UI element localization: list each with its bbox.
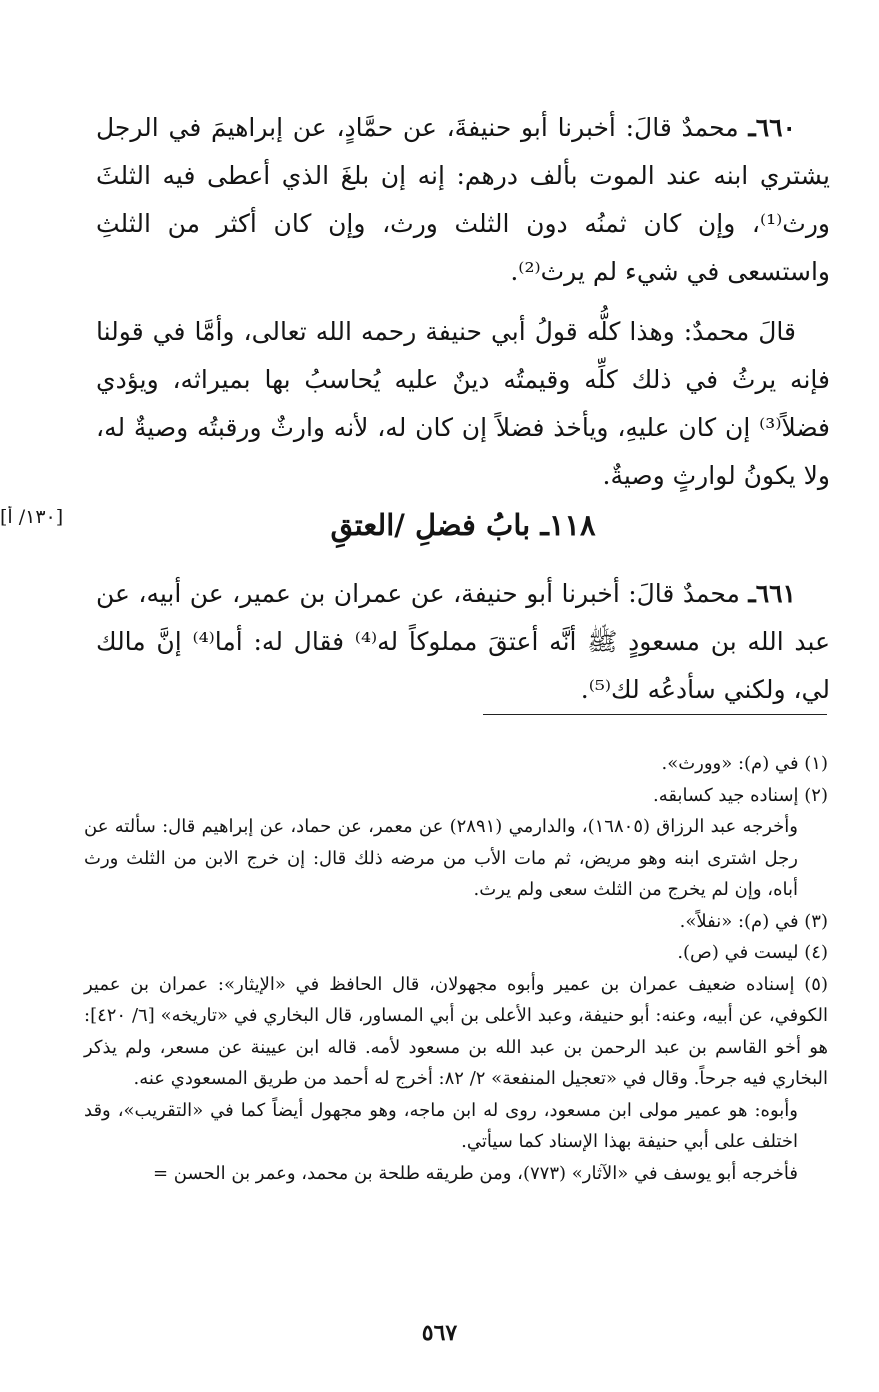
footnote-4: (٤) ليست في (ص).	[677, 942, 828, 963]
hadith-number: ٦٦٠ـ	[748, 113, 796, 142]
footnote-2-detail: وأخرجه عبد الرزاق (١٦٨٠٥)، والدارمي (٢٨٩١) عن معمر، عن حماد، عن إبراهيم قال: سألته عن رجل اشترى ابنه وهو مريض، ثم مات الأب من مرضه ذلك قال: إن خرج الابن من الثلث ورث أباه، وإن لم يخرج من الثلث سعى ولم يرث.	[84, 816, 798, 900]
footnote-1: (١) في (م): «وورث».	[661, 753, 828, 774]
manuscript-folio-ref: [١٣٠/ أ]	[0, 506, 64, 528]
hadith-number: ٦٦١ـ	[748, 579, 796, 608]
page-number: ٥٦٧	[421, 1320, 458, 1346]
chapter-heading: ١١٨ـ بابُ فضلِ /العتقِ	[330, 508, 596, 542]
hadith-660	[96, 104, 830, 296]
footnotes	[84, 748, 828, 1189]
hadith-text: محمدٌ قالَ: أخبرنا أبو حنيفة، عن عمران بن عمير، عن أبيه، عن عبد الله بن مسعودٍ ﷺ أنَّه أعتقَ مملوكاً له⁽⁴⁾ فقال له: أما⁽⁴⁾ إنَّ مالك لي، ولكني سأدعُه لك⁽⁵⁾.	[96, 579, 830, 704]
footnote-5-father: وأبوه: هو عمير مولى ابن مسعود، روى له ابن ماجه، وهو مجهول أيضاً كما في «التقريب»، وقد اختلف على أبي حنيفة بهذا الإسناد كما سيأتي.	[84, 1099, 798, 1152]
footnote-2: (٢) إسناده جيد كسابقه.	[653, 784, 828, 806]
footnote-5: (٥) إسناده ضعيف عمران بن عمير وأبوه مجهولان، قال الحافظ في «الإيثار»: عمران بن عمير الكوفي، عن أبيه، وعنه: أبو حنيفة، وعبد الأعلى بن أبي المساور، قال البخاري في «تاريخه» [٦/ ٤٢٠]: هو أخو القاسم بن عبد الرحمن بن عبد الله بن مسعود لأمه. قاله ابن عيينة عن مسعر، ولم يذكر البخاري فيه جرحاً. وقال في «تعجيل المنفعة» ٢/ ٨٢: أخرج له أحمد من طريق المسعودي عنه.	[84, 973, 828, 1089]
footnote-3: (٣) في (م): «نفلاً».	[679, 910, 828, 932]
hadith-text: محمدٌ قالَ: أخبرنا أبو حنيفةَ، عن حمَّادٍ، عن إبراهيمَ في الرجل يشتري ابنه عند الموت بألف درهم: إنه إن بلغَ الذي أعطى فيه الثلثَ ورث⁽¹⁾، وإن كان ثمنُه دون الثلث ورث، وإن كان أكثر من الثلثِ واستسعى في شيء لم يرث⁽²⁾.	[96, 113, 830, 286]
footnote-5-more: فأخرجه أبو يوسف في «الآثار» (٧٧٣)، ومن طريقه طلحة بن محمد، وعمر بن الحسن =	[152, 1162, 798, 1184]
commentary-paragraph: قالَ محمدٌ: وهذا كلُّه قولُ أبي حنيفة رحمه الله تعالى، وأمَّا في قولنا فإنه يرثُ في ذلك كلِّه وقيمتُه دينٌ عليه يُحاسبُ بها بميراثه، ويؤدي فضلاً⁽³⁾ إن كان عليهِ، ويأخذ فضلاً إن كان له، لأنه وارثٌ ورقبتُه وصيةٌ له، ولا يكونُ لوارثٍ وصيةٌ.	[96, 317, 830, 490]
hadith-661	[96, 570, 830, 714]
footnote-divider	[483, 714, 827, 715]
main-text	[96, 104, 830, 500]
